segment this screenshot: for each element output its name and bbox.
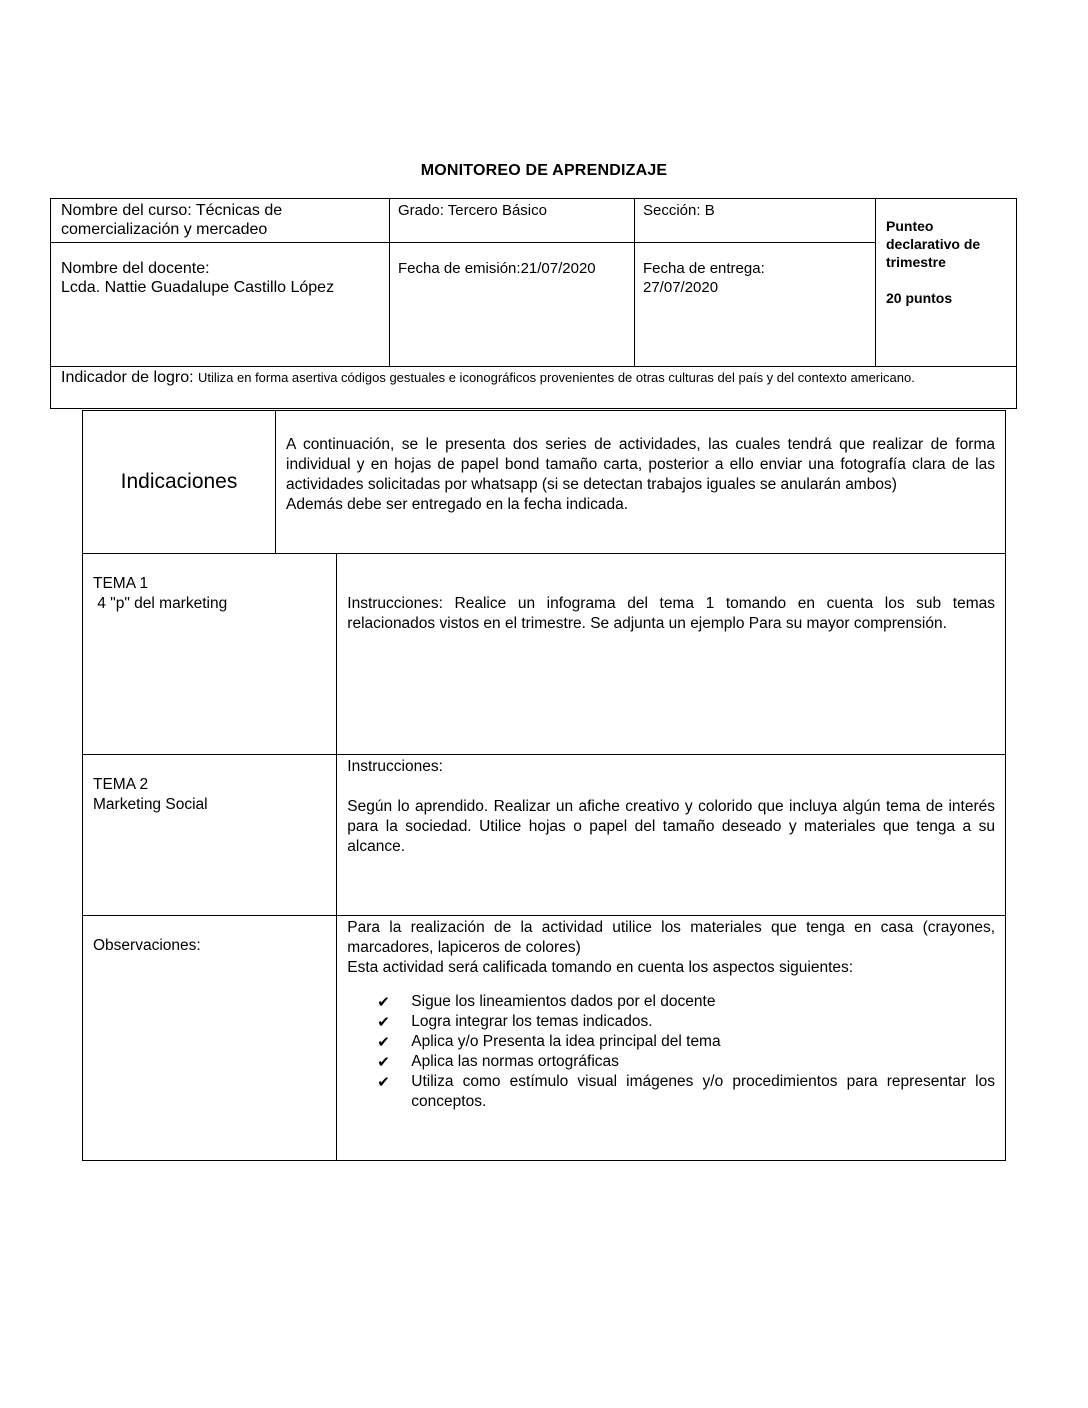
tema1-cell (83, 554, 337, 755)
tema1-instructions-cell (337, 554, 1006, 755)
tema2-subtitle: Marketing Social (93, 796, 208, 813)
logro-text: Utiliza en forma asertiva códigos gestuales e iconográficos provenientes de otras culturas del país y del contexto americano. (197, 370, 915, 385)
list-item: ✔ Sigue los lineamientos dados por el docente (377, 993, 716, 1011)
delivery-label: Fecha de entrega: (643, 260, 765, 277)
course-line-2: comercialización y mercadeo (61, 221, 268, 238)
grade-text: Grado: Tercero Básico (398, 202, 547, 219)
tema1-title: TEMA 1 (93, 575, 149, 592)
course-cell (51, 199, 390, 243)
checkmark-icon: ✔ (377, 993, 390, 1011)
tema2-instructions-label: Instrucciones: (347, 758, 443, 775)
checkmark-icon: ✔ (377, 1033, 390, 1051)
list-item: ✔ Aplica y/o Presenta la idea principal del tema (377, 1033, 721, 1051)
observaciones-text-1: Para la realización de la actividad utilice los materiales que tenga en casa (crayones, marcadores, lapiceros de colores) (347, 919, 995, 956)
punteo-cell (876, 199, 1017, 367)
course-line-1: Nombre del curso: Técnicas de (61, 202, 283, 219)
teacher-cell (51, 243, 390, 367)
page-title: MONITOREO DE APRENDIZAJE (420, 162, 668, 179)
tema2-cell (83, 755, 337, 916)
observaciones-text-cell (337, 916, 1006, 1161)
logro-cell (51, 367, 1017, 409)
list-item: ✔ Utiliza como estímulo visual imágenes y/o procedimientos para representar los conceptos. (377, 1073, 995, 1110)
issue-date-cell (390, 243, 635, 367)
logro-label: Indicador de logro: (61, 369, 198, 386)
checkmark-icon: ✔ (377, 1053, 390, 1071)
indicaciones-label: Indicaciones (120, 470, 238, 493)
punteo-line-2: declarativo de (886, 236, 981, 252)
tema2-instructions-cell (337, 755, 1006, 916)
header-table (50, 198, 1017, 409)
delivery-date: 27/07/2020 (643, 279, 719, 296)
tema1-instructions: Instrucciones: Realice un infograma del tema 1 tomando en cuenta los sub temas relacionados vistos en el trimestre. Se adjunta un ejemplo Para su mayor comprensión. (347, 595, 995, 632)
list-item: ✔ Aplica las normas ortográficas (377, 1053, 619, 1071)
punteo-points: 20 puntos (886, 290, 953, 306)
criteria-list (347, 992, 995, 1112)
section-cell (635, 199, 876, 243)
issue-date: Fecha de emisión:21/07/2020 (398, 260, 596, 277)
checkmark-icon: ✔ (377, 1073, 390, 1091)
tema1-subtitle: 4 "p" del marketing (93, 595, 228, 612)
indicaciones-text: A continuación, se le presenta dos series de actividades, las cuales tendrá que realizar de forma individual y en hojas de papel bond tamaño carta, posterior a ello enviar una fotografía clara de las actividades solicitadas por whatsapp (si se detectan trabajos iguales se anularán ambos) (286, 436, 995, 493)
observaciones-text-2: Esta actividad será calificada tomando en cuenta los aspectos siguientes: (347, 959, 854, 976)
teacher-name: Lcda. Nattie Guadalupe Castillo López (61, 279, 335, 296)
punteo-line-1: Punteo (886, 218, 934, 234)
tema2-title: TEMA 2 (93, 776, 149, 793)
indicaciones-label-cell (83, 411, 276, 554)
activities-table (82, 410, 1006, 1161)
indicaciones-text-cell (276, 411, 1006, 554)
observaciones-label: Observaciones: (93, 937, 201, 954)
checkmark-icon: ✔ (377, 1013, 390, 1031)
indicaciones-text-2: Además debe ser entregado en la fecha indicada. (286, 496, 629, 513)
tema2-instructions: Según lo aprendido. Realizar un afiche creativo y colorido que incluya algún tema de interés para la sociedad. Utilice hojas o papel del tamaño deseado y materiales que tenga a su alcance. (347, 798, 995, 855)
observaciones-label-cell (83, 916, 337, 1161)
section-text: Sección: B (643, 202, 715, 219)
delivery-date-cell (635, 243, 876, 367)
punteo-line-3: trimestre (886, 254, 946, 270)
grade-cell (390, 199, 635, 243)
list-item: ✔ Logra integrar los temas indicados. (377, 1013, 653, 1031)
teacher-label: Nombre del docente: (61, 260, 210, 277)
